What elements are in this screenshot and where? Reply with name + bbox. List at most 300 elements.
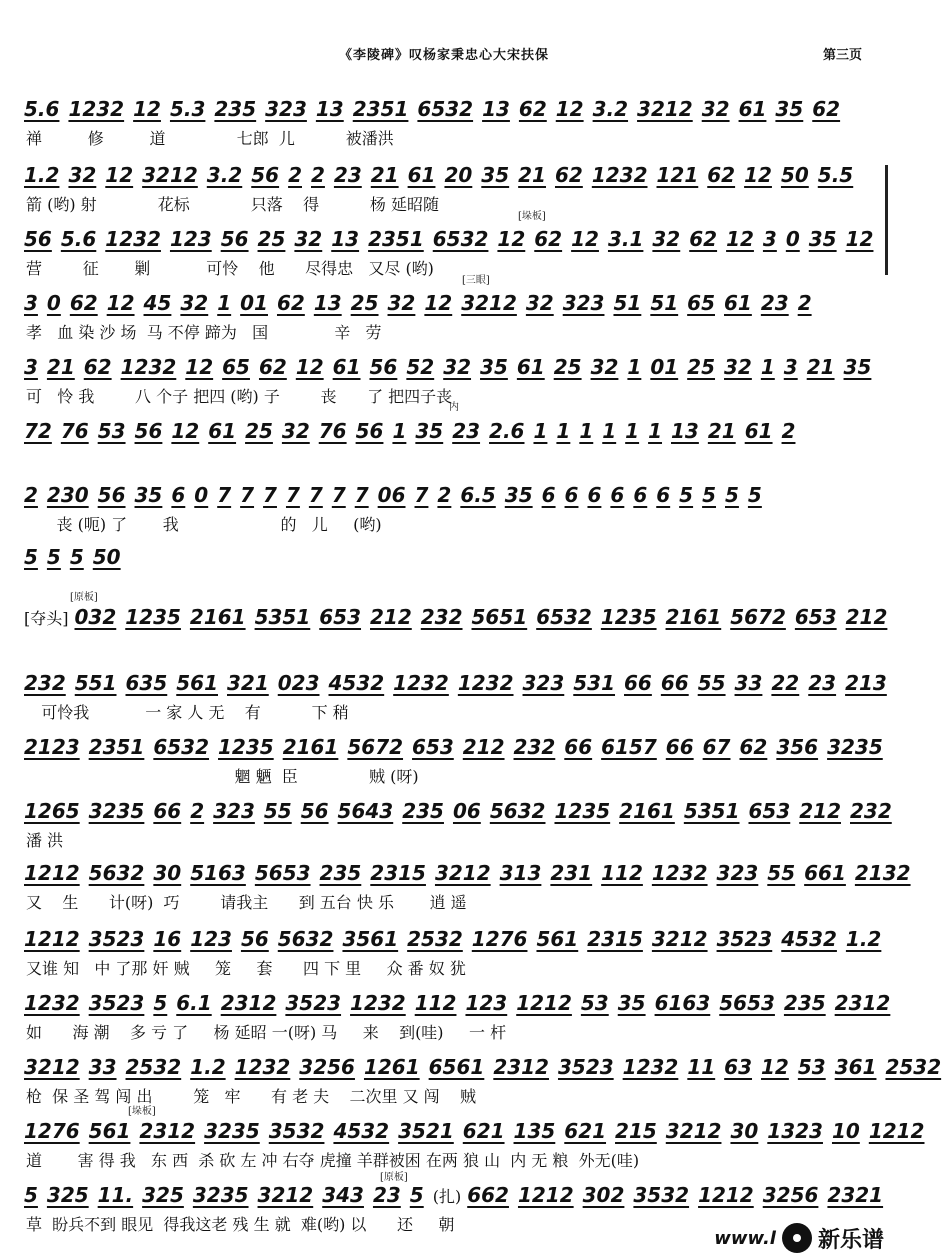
notation-group: 32 <box>652 227 681 251</box>
notation-group: 7 <box>263 483 277 507</box>
notation-group: 13 <box>482 97 510 121</box>
notation-group: 1235 <box>554 799 611 823</box>
notation-group: 61 <box>208 419 237 443</box>
score-system <box>24 478 872 538</box>
notation-group: 35 <box>808 227 837 251</box>
lyric-line: 道 害 得 我 东 西 杀 砍 左 冲 右夺 虎撞 羊群被困 在两 狼 山 内 无 粮 外无(哇) <box>26 1151 640 1170</box>
notation-group: 3256 <box>762 1183 819 1207</box>
notation-group: 3.2 <box>592 97 629 121</box>
notation-group: 232 <box>850 799 892 823</box>
notation-group: 1276 <box>24 1119 80 1143</box>
notation-group: 1232 <box>350 991 406 1015</box>
notation-group: 323 <box>522 671 565 695</box>
notation-group: 5163 <box>190 861 246 885</box>
notation-group: 62 <box>739 735 768 759</box>
notation-group: 1235 <box>600 605 657 629</box>
lyric-line: 箭 (哟) 射 花标 只落 得 杨 延昭随 <box>26 195 440 214</box>
notation-group: 1232 <box>120 355 177 379</box>
notation-group: 23 <box>372 1183 401 1207</box>
notation-group: 112 <box>601 861 643 885</box>
notation-group: 2161 <box>189 605 246 629</box>
notation-group: 32 <box>525 291 554 315</box>
notation-group: 3212 <box>24 1055 80 1079</box>
notation-group: 56 <box>300 799 329 823</box>
notation-group: 2 <box>437 483 452 507</box>
notation-group: 5351 <box>683 799 740 823</box>
notation-group: 5.3 <box>169 97 206 121</box>
notation-group: 66 <box>665 735 694 759</box>
notation-group: 01 <box>650 355 679 379</box>
notation-group: 6 <box>587 483 602 507</box>
score-system <box>24 222 872 282</box>
notation-group: 235 <box>783 991 826 1015</box>
melody-line <box>24 222 872 256</box>
melody-line <box>24 1178 884 1212</box>
notation-group: 3521 <box>398 1119 454 1143</box>
melody-line <box>24 986 891 1020</box>
notation-group: 212 <box>799 799 841 823</box>
melody-line <box>24 1114 925 1148</box>
notation-group: 6532 <box>153 735 210 759</box>
notation-group: 2 <box>190 799 205 823</box>
lyric-line: 又 生 计(呀) 巧 请我主 到 五台 快 乐 逍 遥 <box>26 893 467 912</box>
notation-group: 6157 <box>601 735 657 759</box>
notation-group: 3523 <box>88 927 145 951</box>
notation-group: 1 <box>760 355 775 379</box>
notation-group: 10 <box>831 1119 860 1143</box>
notation-group: 11 <box>687 1055 716 1079</box>
score-system <box>24 922 882 982</box>
score-system <box>24 1050 942 1110</box>
notation-group: 12 <box>171 419 200 443</box>
notation-group: 2315 <box>370 861 426 885</box>
notation-group: 5 <box>46 545 61 569</box>
notation-group: 325 <box>142 1183 184 1207</box>
notation-group: 1.2 <box>24 163 60 187</box>
notation-group: 1212 <box>868 1119 925 1143</box>
notation-group: 13 <box>315 97 344 121</box>
notation-group: 2161 <box>282 735 339 759</box>
notation-group: 3212 <box>142 163 198 187</box>
notation-group: 561 <box>176 671 218 695</box>
notation-group: 1235 <box>125 605 181 629</box>
notation-group: 1232 <box>457 671 514 695</box>
notation-group: 23 <box>808 671 837 695</box>
notation-group: 61 <box>516 355 545 379</box>
notation-group: 33 <box>88 1055 117 1079</box>
notation-group: 3212 <box>257 1183 314 1207</box>
notation-group: 325 <box>46 1183 89 1207</box>
notation-group: 32 <box>180 291 209 315</box>
notation-group: 4532 <box>781 927 837 951</box>
notation-group: 5 <box>24 1183 38 1207</box>
notation-group: 2532 <box>125 1055 182 1079</box>
lyric-line: 如 海 潮 多 亏 了 杨 延昭 一(呀) 马 来 到(哇) 一 杆 <box>26 1023 507 1042</box>
notation-group: 1 <box>392 419 407 443</box>
notation-group: 321 <box>227 671 269 695</box>
notation-group: 1212 <box>698 1183 754 1207</box>
lyric-line <box>24 574 872 600</box>
melody-line <box>24 158 872 192</box>
notation-group: 62 <box>534 227 563 251</box>
notation-group: 6163 <box>654 991 711 1015</box>
notation-group: 66 <box>153 799 182 823</box>
notation-group: 7 <box>414 483 429 507</box>
notation-group: 343 <box>322 1183 364 1207</box>
notation-group: 361 <box>834 1055 877 1079</box>
notation-group: 21 <box>707 419 736 443</box>
notation-group: 12 <box>845 227 874 251</box>
notation-group: 2 <box>797 291 812 315</box>
notation-group: 55 <box>767 861 796 885</box>
notation-group: 621 <box>462 1119 505 1143</box>
notation-group: 1212 <box>517 1183 574 1207</box>
lyric-line: 可怜我 一 家 人 无 有 下 稍 <box>26 703 349 722</box>
notation-group: 3235 <box>204 1119 260 1143</box>
notation-group: 5 <box>725 483 739 507</box>
notation-group: 3523 <box>88 991 145 1015</box>
notation-group: 561 <box>88 1119 131 1143</box>
notation-group: 2351 <box>88 735 145 759</box>
notation-group: 235 <box>214 97 257 121</box>
notation-group: 52 <box>406 355 435 379</box>
score-system <box>24 856 911 916</box>
notation-group: 5653 <box>719 991 775 1015</box>
site-logo <box>714 1221 884 1255</box>
notation-group: 35 <box>617 991 646 1015</box>
notation-group: 56 <box>24 227 52 251</box>
notation-group: 25 <box>350 291 379 315</box>
notation-group: 61 <box>744 419 773 443</box>
notation-group: 51 <box>613 291 642 315</box>
notation-group: 3 <box>783 355 798 379</box>
notation-group: 67 <box>702 735 731 759</box>
notation-group: 662 <box>467 1183 509 1207</box>
notation-group: 5632 <box>489 799 546 823</box>
melody-line <box>24 92 872 126</box>
melody-line <box>24 856 911 890</box>
notation-group: 7 <box>285 483 300 507</box>
notation-group: 7 <box>308 483 323 507</box>
notation-group: 61 <box>332 355 361 379</box>
score-system <box>24 286 872 346</box>
notation-group: 3 <box>24 355 38 379</box>
melody-line <box>24 478 872 512</box>
notation-group: 551 <box>74 671 117 695</box>
notation-group: 33 <box>734 671 763 695</box>
melody-line <box>24 1050 942 1084</box>
notation-group: 5.6 <box>24 97 60 121</box>
score-system <box>24 1114 925 1174</box>
notation-group: 56 <box>134 419 163 443</box>
notation-group: 323 <box>265 97 307 121</box>
notation-group: 53 <box>580 991 609 1015</box>
notation-group: 235 <box>402 799 444 823</box>
notation-group: 13 <box>331 227 360 251</box>
notation-group: 56 <box>369 355 398 379</box>
notation-group: 2132 <box>854 861 911 885</box>
notation-group: 4532 <box>328 671 385 695</box>
notation-group: 11. <box>97 1183 134 1207</box>
notation-group: 356 <box>776 735 819 759</box>
notation-group: 2532 <box>407 927 463 951</box>
notation-group: 1 <box>627 355 642 379</box>
notation-group: 53 <box>97 419 126 443</box>
notation-group: 3523 <box>557 1055 614 1079</box>
notation-group: 215 <box>615 1119 657 1143</box>
notation-group: 1276 <box>471 927 528 951</box>
lyric-line <box>24 448 872 474</box>
notation-group: 45 <box>143 291 172 315</box>
notation-group: 6 <box>633 483 648 507</box>
lyric-line: 潘 洪 <box>26 831 64 850</box>
notation-group: 5651 <box>471 605 528 629</box>
notation-group: 32 <box>724 355 752 379</box>
notation-group: 1261 <box>363 1055 420 1079</box>
notation-group: 23 <box>760 291 789 315</box>
notation-group: 3235 <box>192 1183 249 1207</box>
notation-group: 1212 <box>24 927 80 951</box>
notation-group: 323 <box>213 799 255 823</box>
score-system <box>24 794 892 854</box>
notation-group: 2321 <box>827 1183 884 1207</box>
notation-group: 35 <box>480 355 508 379</box>
notation-group: 35 <box>415 419 444 443</box>
notation-group: 35 <box>843 355 872 379</box>
notation-group: 5 <box>702 483 716 507</box>
notation-group: 3561 <box>342 927 399 951</box>
notation-group: 55 <box>697 671 726 695</box>
notation-group: 12 <box>726 227 754 251</box>
notation-group: 1232 <box>24 991 80 1015</box>
notation-group: 653 <box>319 605 362 629</box>
notation-group: 302 <box>582 1183 625 1207</box>
notation-group: 62 <box>812 97 841 121</box>
notation-group: 62 <box>554 163 583 187</box>
notation-group: 21 <box>518 163 546 187</box>
notation-group: 1232 <box>591 163 648 187</box>
notation-group: 12 <box>105 163 134 187</box>
notation-group: 20 <box>444 163 473 187</box>
notation-group: 635 <box>125 671 168 695</box>
section-mark-5: [垛板] <box>128 1106 156 1117</box>
notation-group: 3.1 <box>607 227 644 251</box>
notation-group: 1 <box>556 419 571 443</box>
notation-group: 7 <box>240 483 255 507</box>
notation-group: 35 <box>504 483 533 507</box>
notation-group: 62 <box>689 227 718 251</box>
lyric-line: 魍 魉 臣 贼 (呀) <box>26 767 419 786</box>
notation-group: 35 <box>775 97 804 121</box>
notation-group: 12 <box>555 97 584 121</box>
notation-group: 5 <box>747 483 762 507</box>
notation-group: 12 <box>106 291 135 315</box>
notation-group: 0 <box>785 227 800 251</box>
notation-group: 3 <box>762 227 777 251</box>
notation-group: 50 <box>92 545 121 569</box>
notation-group: 1212 <box>516 991 572 1015</box>
notation-group: 2.6 <box>489 419 525 443</box>
lyric-line: 草 盼兵不到 眼见 得我这老 残 生 就 难(哟) 以 还 朝 <box>26 1215 455 1234</box>
notation-group: 25 <box>687 355 716 379</box>
notation-group: 1212 <box>24 861 80 885</box>
lyric-line: 禅 修 道 七郎 儿 被潘洪 <box>26 129 394 148</box>
notation-group: 61 <box>407 163 436 187</box>
notation-group: 7 <box>217 483 232 507</box>
notation-group: 653 <box>412 735 454 759</box>
notation-group: 01 <box>240 291 268 315</box>
notation-group: 653 <box>794 605 837 629</box>
score-title: 《李陵碑》叹杨家秉忠心大宋扶保 <box>338 48 549 63</box>
section-mark-2: [三眼] <box>462 275 490 286</box>
notation-group: 61 <box>738 97 767 121</box>
notation-group: 032 <box>74 605 117 629</box>
notation-group: 2351 <box>352 97 409 121</box>
notation-group: 3212 <box>665 1119 722 1143</box>
notation-group: 21 <box>370 163 399 187</box>
notation-group: 5632 <box>277 927 334 951</box>
notation-group: 76 <box>60 419 89 443</box>
page-number: 第三页 <box>822 48 862 63</box>
notation-group: 1232 <box>651 861 708 885</box>
notation-group: 62 <box>707 163 736 187</box>
notation-group: 2161 <box>665 605 722 629</box>
notation-group: 123 <box>465 991 508 1015</box>
notation-group: 135 <box>513 1119 556 1143</box>
notation-group: 1265 <box>24 799 80 823</box>
melody-line <box>24 286 872 320</box>
notation-group: 06 <box>452 799 481 823</box>
notation-group: 2312 <box>139 1119 196 1143</box>
notation-group: 653 <box>748 799 791 823</box>
score-system <box>24 350 872 410</box>
notation-group: 121 <box>656 163 699 187</box>
notation-group: 2312 <box>493 1055 549 1079</box>
notation-group: 323 <box>562 291 605 315</box>
melody-line <box>24 414 872 448</box>
notation-group: 5672 <box>730 605 786 629</box>
notation-group: 313 <box>499 861 542 885</box>
notation-group: 6 <box>656 483 671 507</box>
notation-group: 53 <box>797 1055 826 1079</box>
melody-line <box>24 730 883 764</box>
notation-group: 3212 <box>651 927 708 951</box>
notation-group: 3235 <box>827 735 883 759</box>
notation-group: 232 <box>24 671 66 695</box>
score-system <box>24 158 872 218</box>
notation-group: 3532 <box>633 1183 690 1207</box>
notation-group: 23 <box>333 163 362 187</box>
lyric-line: 可 怜 我 八 个子 把四 (哟) 子 丧 了 把四子丧 <box>26 387 453 406</box>
notation-group: 212 <box>462 735 505 759</box>
lyric-line: 枪 保 圣 驾 闯 出 笼 牢 有 老 夫 二次里 又 闯 贼 <box>26 1087 477 1106</box>
notation-group: 23 <box>452 419 481 443</box>
notation-group: 4532 <box>333 1119 390 1143</box>
page-header <box>0 38 888 68</box>
notation-group: 65 <box>687 291 715 315</box>
notation-group: 21 <box>806 355 835 379</box>
notation-group: 21 <box>46 355 75 379</box>
score-system <box>24 986 891 1046</box>
notation-group: 5 <box>24 545 38 569</box>
notation-group: 62 <box>258 355 287 379</box>
right-edge-line <box>885 165 888 275</box>
notation-group: 13 <box>671 419 699 443</box>
notation-group: 661 <box>804 861 846 885</box>
notation-group: 1232 <box>105 227 161 251</box>
notation-group: 13 <box>313 291 342 315</box>
notation-group: 1323 <box>767 1119 823 1143</box>
notation-group: 25 <box>245 419 273 443</box>
notation-group: 1232 <box>234 1055 291 1079</box>
notation-group: 12 <box>497 227 526 251</box>
lyric-line: 孝 血 染 沙 场 马 不停 蹄为 国 辛 劳 <box>26 323 382 342</box>
notation-group: 66 <box>624 671 652 695</box>
score-system <box>24 414 872 474</box>
notation-group: 2123 <box>24 735 80 759</box>
notation-group: 561 <box>536 927 579 951</box>
notation-group: 5 <box>679 483 694 507</box>
melody-line <box>24 600 888 634</box>
notation-group: 12 <box>744 163 772 187</box>
notation-group: 12 <box>295 355 324 379</box>
notation-group: 2312 <box>834 991 891 1015</box>
notation-group: 531 <box>573 671 616 695</box>
notation-group: 3 <box>24 291 38 315</box>
notation-group: 25 <box>257 227 286 251</box>
lyric-line: 又谁 知 中 了那 奸 贼 笼 套 四 下 里 众 番 奴 犹 <box>26 959 466 978</box>
notation-group: 63 <box>724 1055 753 1079</box>
notation-group: 62 <box>276 291 305 315</box>
notation-group: 6 <box>564 483 579 507</box>
notation-group: 61 <box>724 291 752 315</box>
notation-group: 1 <box>579 419 594 443</box>
notation-group: 6 <box>541 483 556 507</box>
notation-group: 232 <box>513 735 556 759</box>
notation-group: 32 <box>590 355 619 379</box>
melody-line <box>24 666 887 700</box>
notation-group: 5643 <box>337 799 394 823</box>
lyric-line: 丧 (呃) 了 我 的 儿 (哟) <box>26 515 382 534</box>
notation-group: 123 <box>169 227 212 251</box>
section-mark-4: [原板] <box>70 592 98 603</box>
notation-group: 30 <box>730 1119 759 1143</box>
notation-group: 3.2 <box>206 163 243 187</box>
notation-group: 6.5 <box>460 483 496 507</box>
notation-group: 50 <box>780 163 809 187</box>
notation-group: 66 <box>564 735 593 759</box>
notation-group: 5632 <box>88 861 145 885</box>
lyric-line: 营 征 剿 可怜 他 尽得忠 又尽 (哟) <box>26 259 434 278</box>
notation-group: 22 <box>771 671 800 695</box>
notation-group: 56 <box>251 163 280 187</box>
notation-group: 6561 <box>428 1055 485 1079</box>
notation-group: 12 <box>185 355 214 379</box>
disc-icon <box>782 1223 812 1253</box>
notation-group: 66 <box>660 671 689 695</box>
notation-group: 1232 <box>393 671 449 695</box>
notation-group: 230 <box>46 483 89 507</box>
score-system <box>24 540 872 600</box>
notation-group: 2312 <box>220 991 277 1015</box>
notation-group: 3256 <box>299 1055 355 1079</box>
notation-group: 32 <box>387 291 416 315</box>
notation-group: 023 <box>277 671 320 695</box>
notation-group: 1.2 <box>845 927 882 951</box>
notation-group: 235 <box>319 861 362 885</box>
notation-group: 12 <box>571 227 599 251</box>
melody-line <box>24 350 872 384</box>
